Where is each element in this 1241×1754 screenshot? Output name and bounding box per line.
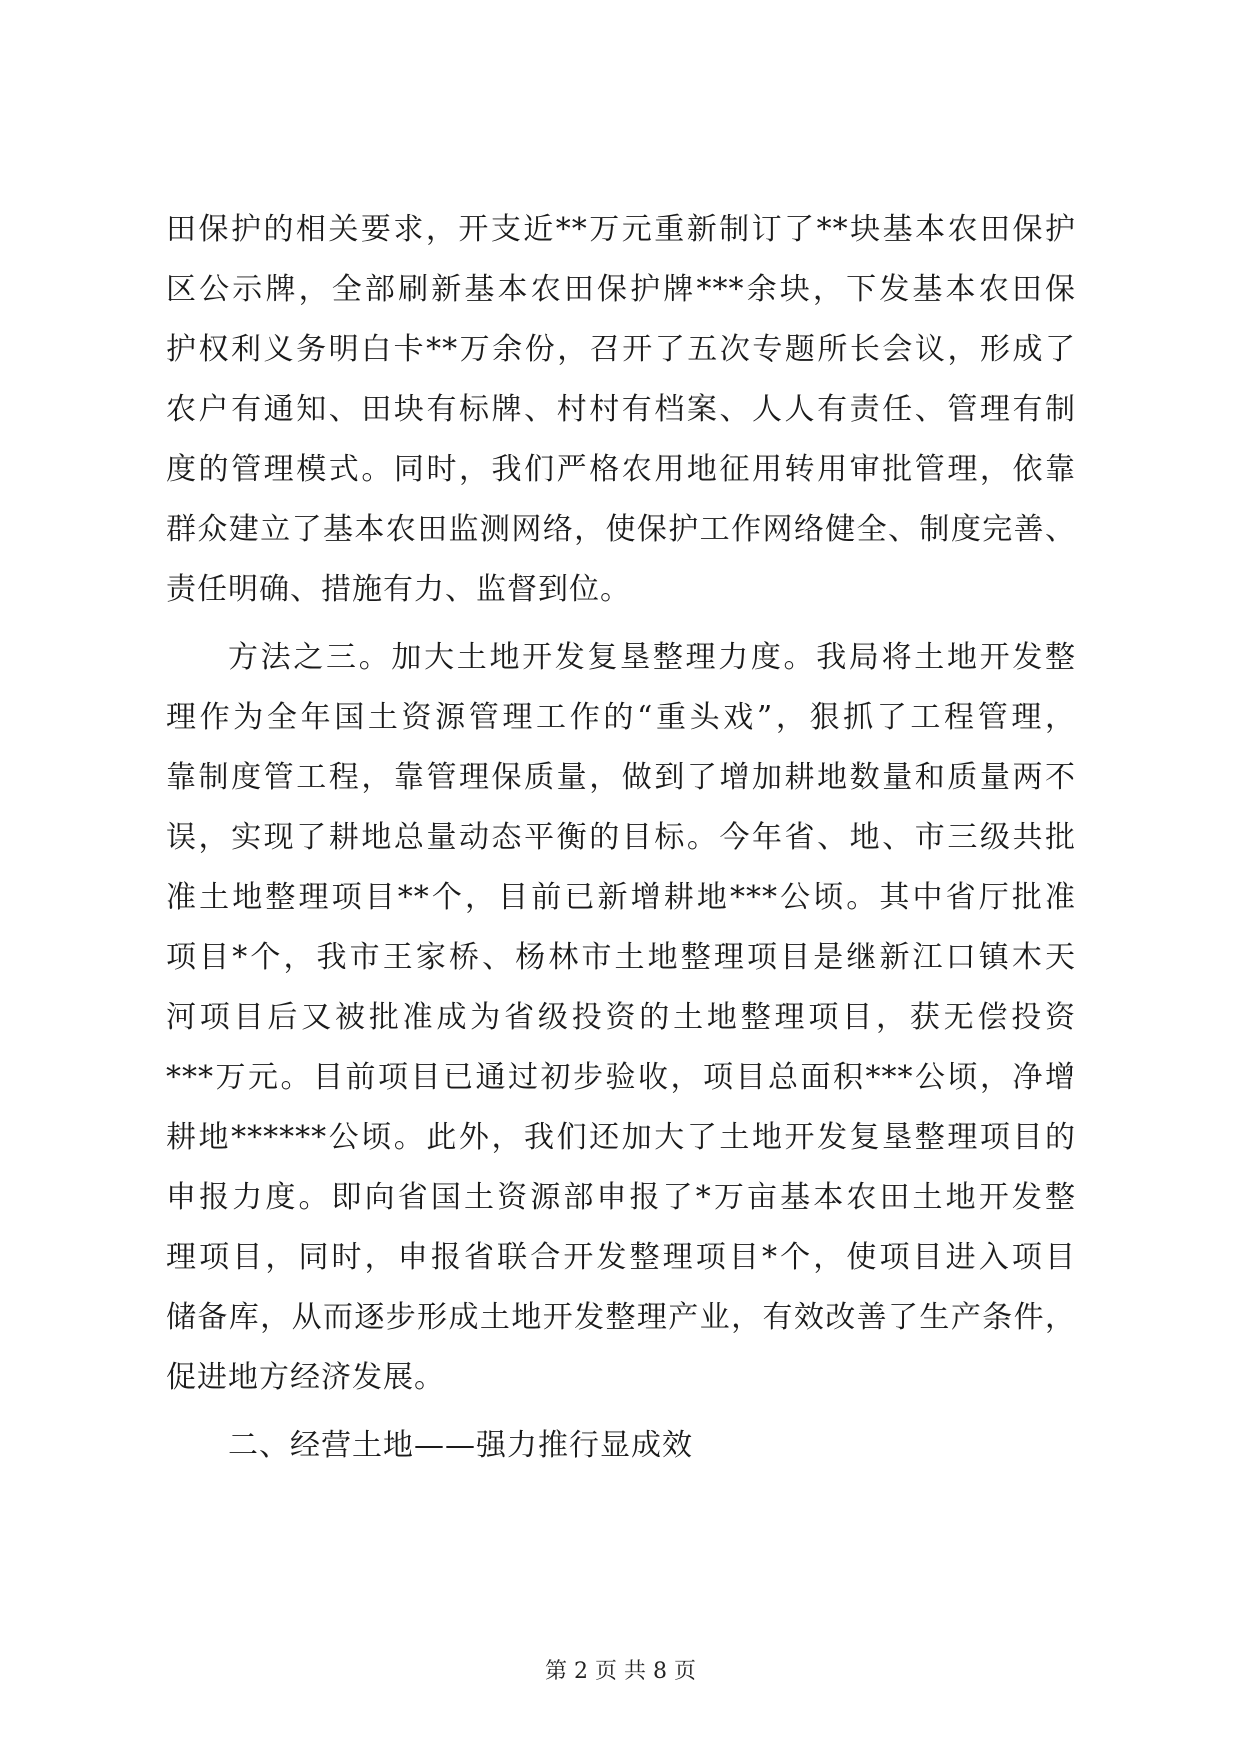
text-line: 方法之三。加大土地开发复垦整理力度。我局将土地开发整 (228, 640, 1076, 675)
text-line: 度的管理模式。同时，我们严格农用地征用转用审批管理，依靠 (166, 452, 1076, 487)
text-line: 区公示牌，全部刷新基本农田保护牌***余块，下发基本农田保 (166, 272, 1076, 307)
text-line: 田保护的相关要求，开支近**万元重新制订了**块基本农田保护 (166, 212, 1076, 247)
text-line: 储备库，从而逐步形成土地开发整理产业，有效改善了生产条件， (166, 1300, 1076, 1335)
text-line: 靠制度管工程，靠管理保质量，做到了增加耕地数量和质量两不 (166, 760, 1076, 795)
text-line: 促进地方经济发展。 (166, 1360, 445, 1395)
text-line: 河项目后又被批准成为省级投资的土地整理项目，获无偿投资 (166, 1000, 1076, 1035)
text-line: ***万元。目前项目已通过初步验收，项目总面积***公顷，净增 (166, 1060, 1076, 1095)
text-line: 理项目，同时，申报省联合开发整理项目*个，使项目进入项目 (166, 1240, 1076, 1275)
text-line: 误，实现了耕地总量动态平衡的目标。今年省、地、市三级共批 (166, 820, 1076, 855)
text-line: 群众建立了基本农田监测网络，使保护工作网络健全、制度完善、 (166, 512, 1076, 547)
text-line: 二、经营土地——强力推行显成效 (228, 1428, 693, 1463)
text-line: 准土地整理项目**个，目前已新增耕地***公顷。其中省厅批准 (166, 880, 1076, 915)
text-line: 项目*个，我市王家桥、杨林市土地整理项目是继新江口镇木天 (166, 940, 1076, 975)
text-line: 申报力度。即向省国土资源部申报了*万亩基本农田土地开发整 (166, 1180, 1076, 1215)
text-line: 护权利义务明白卡**万余份，召开了五次专题所长会议，形成了 (166, 332, 1076, 367)
text-line: 责任明确、措施有力、监督到位。 (166, 572, 631, 607)
text-line: 理作为全年国土资源管理工作的“重头戏”，狠抓了工程管理， (166, 700, 1076, 735)
text-line: 农户有通知、田块有标牌、村村有档案、人人有责任、管理有制 (166, 392, 1076, 427)
page-number-footer: 第 2 页 共 8 页 (545, 1659, 696, 1684)
text-line: 耕地******公顷。此外，我们还加大了土地开发复垦整理项目的 (166, 1120, 1076, 1155)
